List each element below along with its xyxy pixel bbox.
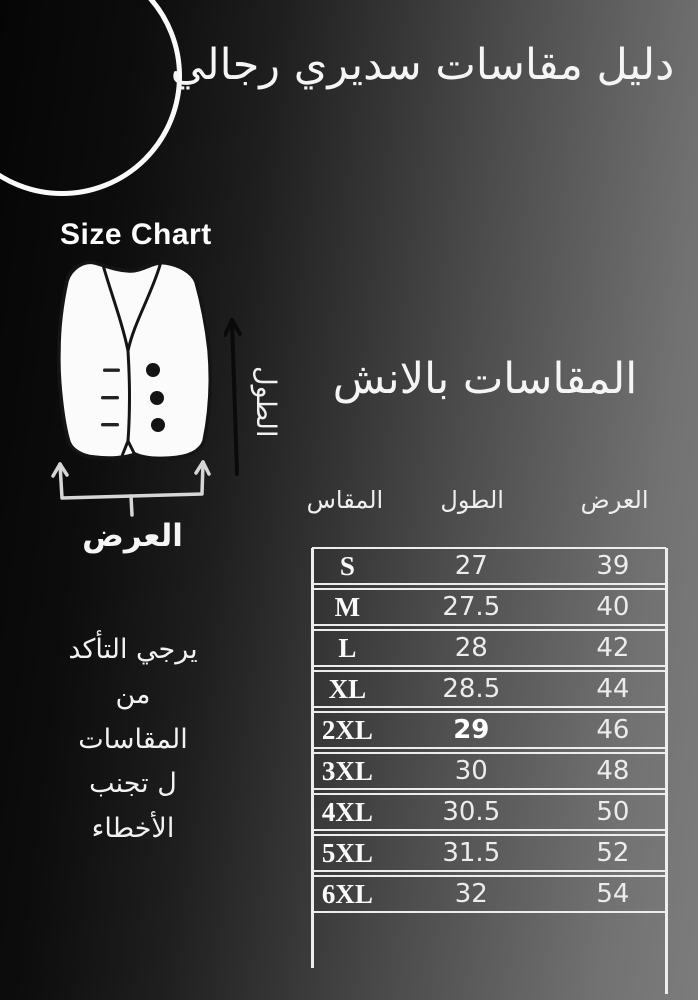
cell-width: 39 (596, 551, 630, 581)
table-row (312, 711, 666, 749)
cell-length: 27 (454, 551, 488, 581)
cell-width: 42 (596, 633, 630, 663)
cell-size: 5XL (321, 837, 373, 868)
cell-width: 50 (596, 797, 630, 827)
width-bracket-icon (50, 452, 212, 518)
cell-width: 48 (596, 756, 630, 786)
note-line: يرجي التأكد (68, 634, 198, 665)
cell-width: 44 (596, 674, 630, 704)
cell-width: 54 (596, 879, 630, 909)
size-table-rows (312, 547, 666, 916)
column-header-size: المقاس (306, 486, 384, 514)
table-row (312, 629, 666, 667)
cell-size: M (334, 591, 361, 622)
vest-illustration (53, 255, 215, 467)
cell-size: 2XL (321, 714, 373, 745)
table-column-headers (306, 486, 668, 514)
table-row (312, 752, 666, 790)
table-heading: المقاسات بالانش (332, 354, 638, 404)
length-arrow-icon (224, 306, 248, 478)
cell-size: 6XL (321, 878, 373, 909)
table-row (312, 875, 666, 913)
cell-length: 28.5 (442, 674, 501, 704)
page-title: دليل مقاسات سديري رجالي (170, 40, 675, 90)
cell-size: 3XL (321, 755, 373, 786)
table-row (312, 793, 666, 831)
table-right-rule (665, 548, 668, 994)
length-axis-label: الطول (250, 366, 281, 438)
cell-size: XL (328, 673, 367, 704)
note-line: المقاسات (78, 723, 188, 755)
cell-length: 30 (454, 756, 488, 786)
cell-length: 27.5 (442, 592, 501, 622)
disclaimer-note (33, 628, 233, 852)
cell-width: 52 (596, 838, 630, 868)
cell-width: 40 (596, 592, 630, 622)
cell-length: 30.5 (442, 797, 501, 827)
cell-size: L (338, 632, 357, 663)
table-row (312, 834, 666, 872)
cell-length: 31.5 (442, 838, 501, 868)
column-header-length: الطول (440, 486, 504, 514)
note-line: من (115, 678, 151, 710)
circle-decoration (0, 0, 182, 196)
width-axis-label: العرض (82, 518, 183, 554)
note-line: الأخطاء (91, 813, 175, 845)
vest-body (59, 262, 210, 458)
table-row (312, 670, 666, 708)
cell-length: 32 (454, 879, 488, 909)
note-line: ل تجنب (89, 768, 177, 800)
cell-size: S (339, 550, 355, 581)
table-left-rule (311, 548, 314, 968)
cell-size: 4XL (321, 796, 373, 827)
column-header-width: العرض (580, 486, 649, 514)
table-row (312, 547, 666, 585)
size-chart-label: Size Chart (60, 218, 212, 251)
table-row (312, 588, 666, 626)
cell-length: 29 (453, 715, 490, 745)
cell-length: 28 (454, 633, 488, 663)
cell-width: 46 (596, 715, 630, 745)
